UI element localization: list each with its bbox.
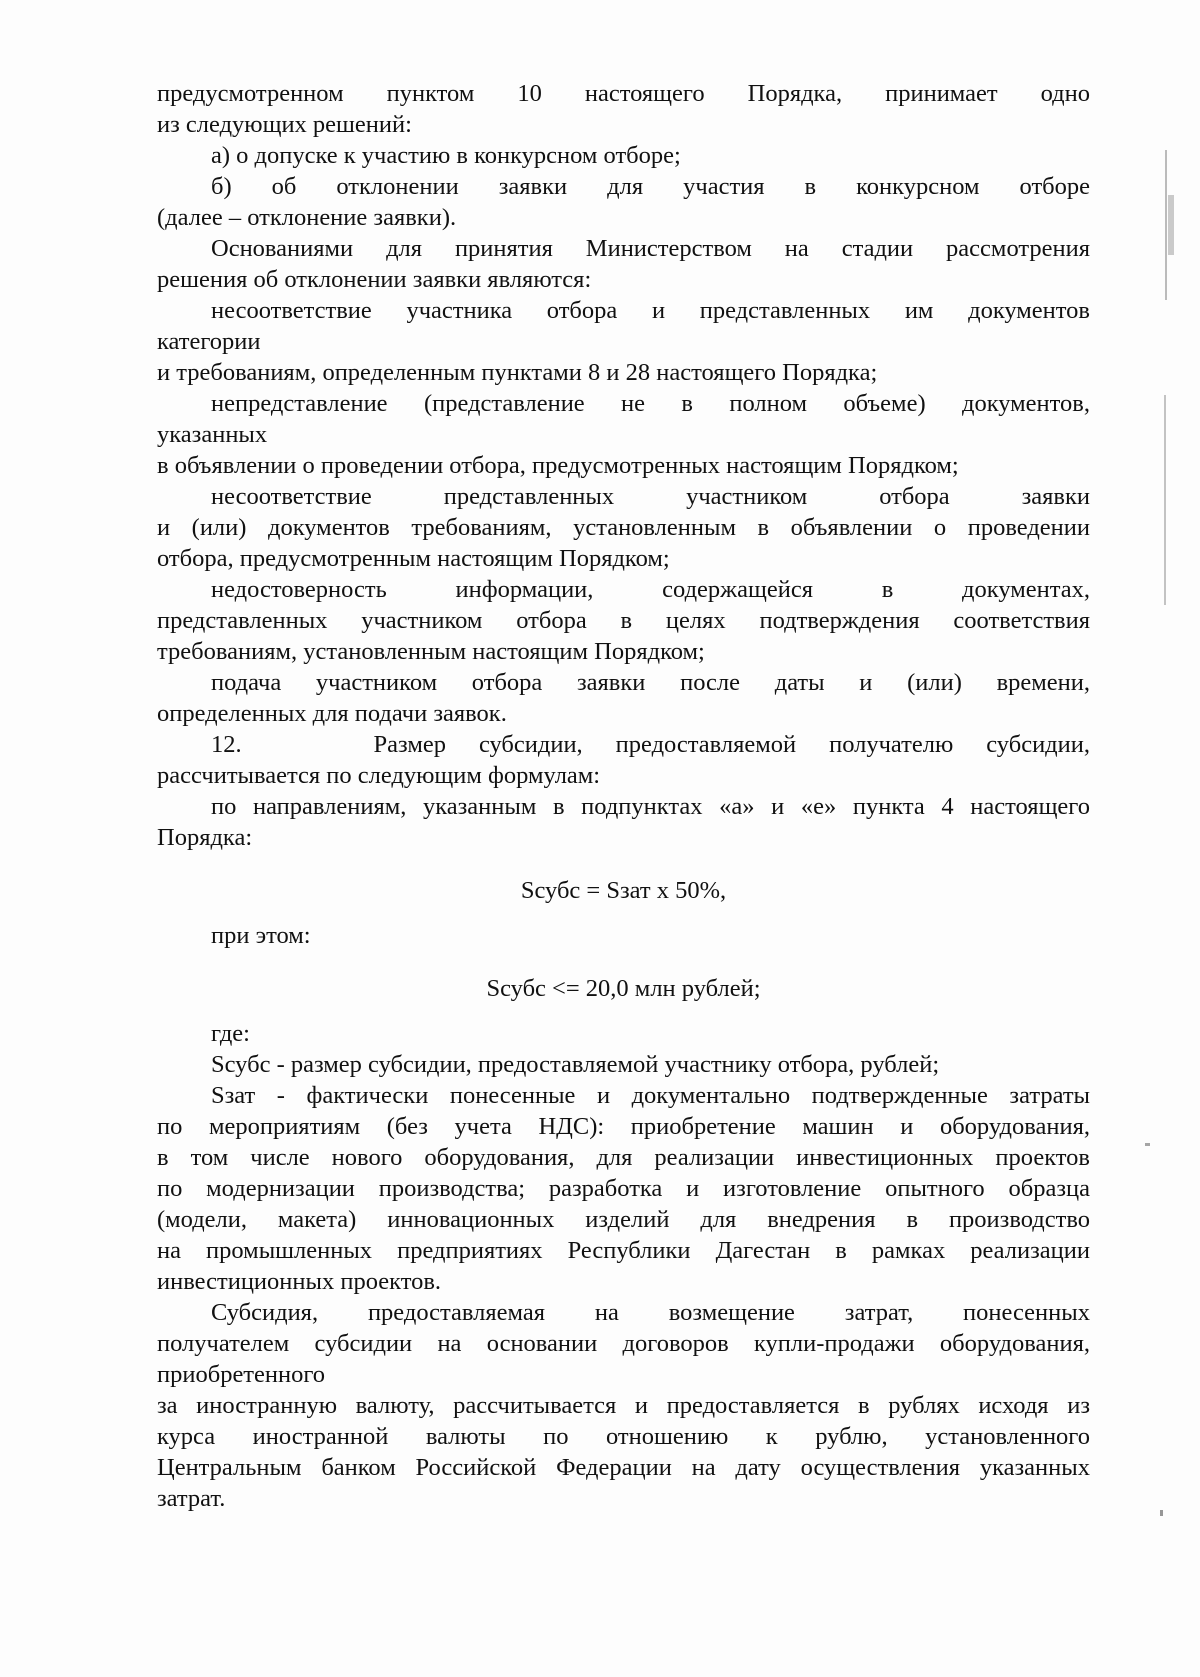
paragraph-line: непредставление (представление не в полном объеме) документов,: [211, 390, 1090, 417]
paragraph-line: затрат.: [157, 1485, 226, 1512]
paragraph-line: несоответствие участника отбора и представленных им документов: [211, 297, 1090, 324]
paragraph-line: подача участником отбора заявки после даты и (или) времени,: [211, 669, 1090, 696]
list-item-a: а) о допуске к участию в конкурсном отборе;: [211, 142, 681, 169]
paragraph-line: указанных: [157, 421, 268, 448]
paragraph-line: получателем субсидии на основании договоров купли-продажи оборудования,: [157, 1330, 1090, 1357]
paragraph-line: требованиям, установленным настоящим Порядком;: [157, 638, 705, 665]
document-body: [157, 78, 1090, 1514]
paragraph-line: на промышленных предприятиях Республики Дагестан в рамках реализации: [157, 1237, 1090, 1264]
paragraph-line: Субсидия, предоставляемая на возмещение затрат, понесенных: [211, 1299, 1090, 1326]
definition-szat: Sзат - фактически понесенные и документально подтвержденные затраты: [211, 1082, 1090, 1109]
formula-limit: Sсубс <= 20,0 млн рублей;: [486, 975, 761, 1002]
paragraph-line: где:: [211, 1020, 250, 1047]
paragraph-line: по модернизации производства; разработка и изготовление опытного образца: [157, 1175, 1090, 1202]
paragraph-line: по мероприятиям (без учета НДС): приобретение машин и оборудования,: [157, 1113, 1090, 1140]
paragraph-line: в том числе нового оборудования, для реализации инвестиционных проектов: [157, 1144, 1090, 1171]
paragraph-line: по направлениям, указанным в подпунктах «а» и «е» пункта 4 настоящего: [211, 793, 1090, 820]
paragraph-line: Основаниями для принятия Министерством на стадии рассмотрения: [211, 235, 1090, 262]
paragraph-line: (далее – отклонение заявки).: [157, 204, 457, 231]
formula-subsidy: Sсубс = Sзат х 50%,: [520, 877, 727, 904]
paragraph-line: предусмотренном пунктом 10 настоящего Порядка, принимает одно: [157, 80, 1090, 107]
paragraph-line: курса иностранной валюты по отношению к рублю, установленного: [157, 1423, 1090, 1450]
paragraph-line: недостоверность информации, содержащейся в документах,: [211, 576, 1090, 603]
paragraph-line: рассчитывается по следующим формулам:: [157, 762, 601, 789]
paragraph-line: инвестиционных проектов.: [157, 1268, 442, 1295]
scan-artifact: [1168, 195, 1174, 255]
paragraph-line: несоответствие представленных участником отбора заявки: [211, 483, 1090, 510]
paragraph-line: и требованиям, определенным пунктами 8 и 28 настоящего Порядка;: [157, 359, 878, 386]
paragraph-line: за иностранную валюту, рассчитывается и предоставляется в рублях исходя из: [157, 1392, 1090, 1419]
paragraph-line: приобретенного: [157, 1361, 326, 1388]
paragraph-line: и (или) документов требованиям, установленным в объявлении о проведении: [157, 514, 1090, 541]
paragraph-line: отбора, предусмотренным настоящим Порядком;: [157, 545, 670, 572]
paragraph-line: Порядка:: [157, 824, 253, 851]
paragraph-line: (модели, макета) инновационных изделий для внедрения в производство: [157, 1206, 1090, 1233]
paragraph-line: Центральным банком Российской Федерации на дату осуществления указанных: [157, 1454, 1090, 1481]
scan-artifact: [1145, 1143, 1150, 1146]
scan-artifact: [1165, 150, 1167, 300]
paragraph-line: из следующих решений:: [157, 111, 412, 138]
paragraph-line: при этом:: [211, 922, 311, 949]
paragraph-line: категории: [157, 328, 261, 355]
definition-ssubs: Sсубс - размер субсидии, предоставляемой участнику отбора, рублей;: [211, 1051, 940, 1078]
scan-artifact: [1160, 1510, 1163, 1516]
paragraph-line: решения об отклонении заявки являются:: [157, 266, 592, 293]
paragraph-line: в объявлении о проведении отбора, предусмотренных настоящим Порядком;: [157, 452, 959, 479]
paragraph-line: определенных для подачи заявок.: [157, 700, 507, 727]
section-12-heading: 12. Размер субсидии, предоставляемой получателю субсидии,: [211, 731, 1090, 758]
list-item-b: б) об отклонении заявки для участия в конкурсном отборе: [211, 173, 1090, 200]
paragraph-line: представленных участником отбора в целях подтверждения соответствия: [157, 607, 1090, 634]
scan-artifact: [1164, 395, 1166, 605]
